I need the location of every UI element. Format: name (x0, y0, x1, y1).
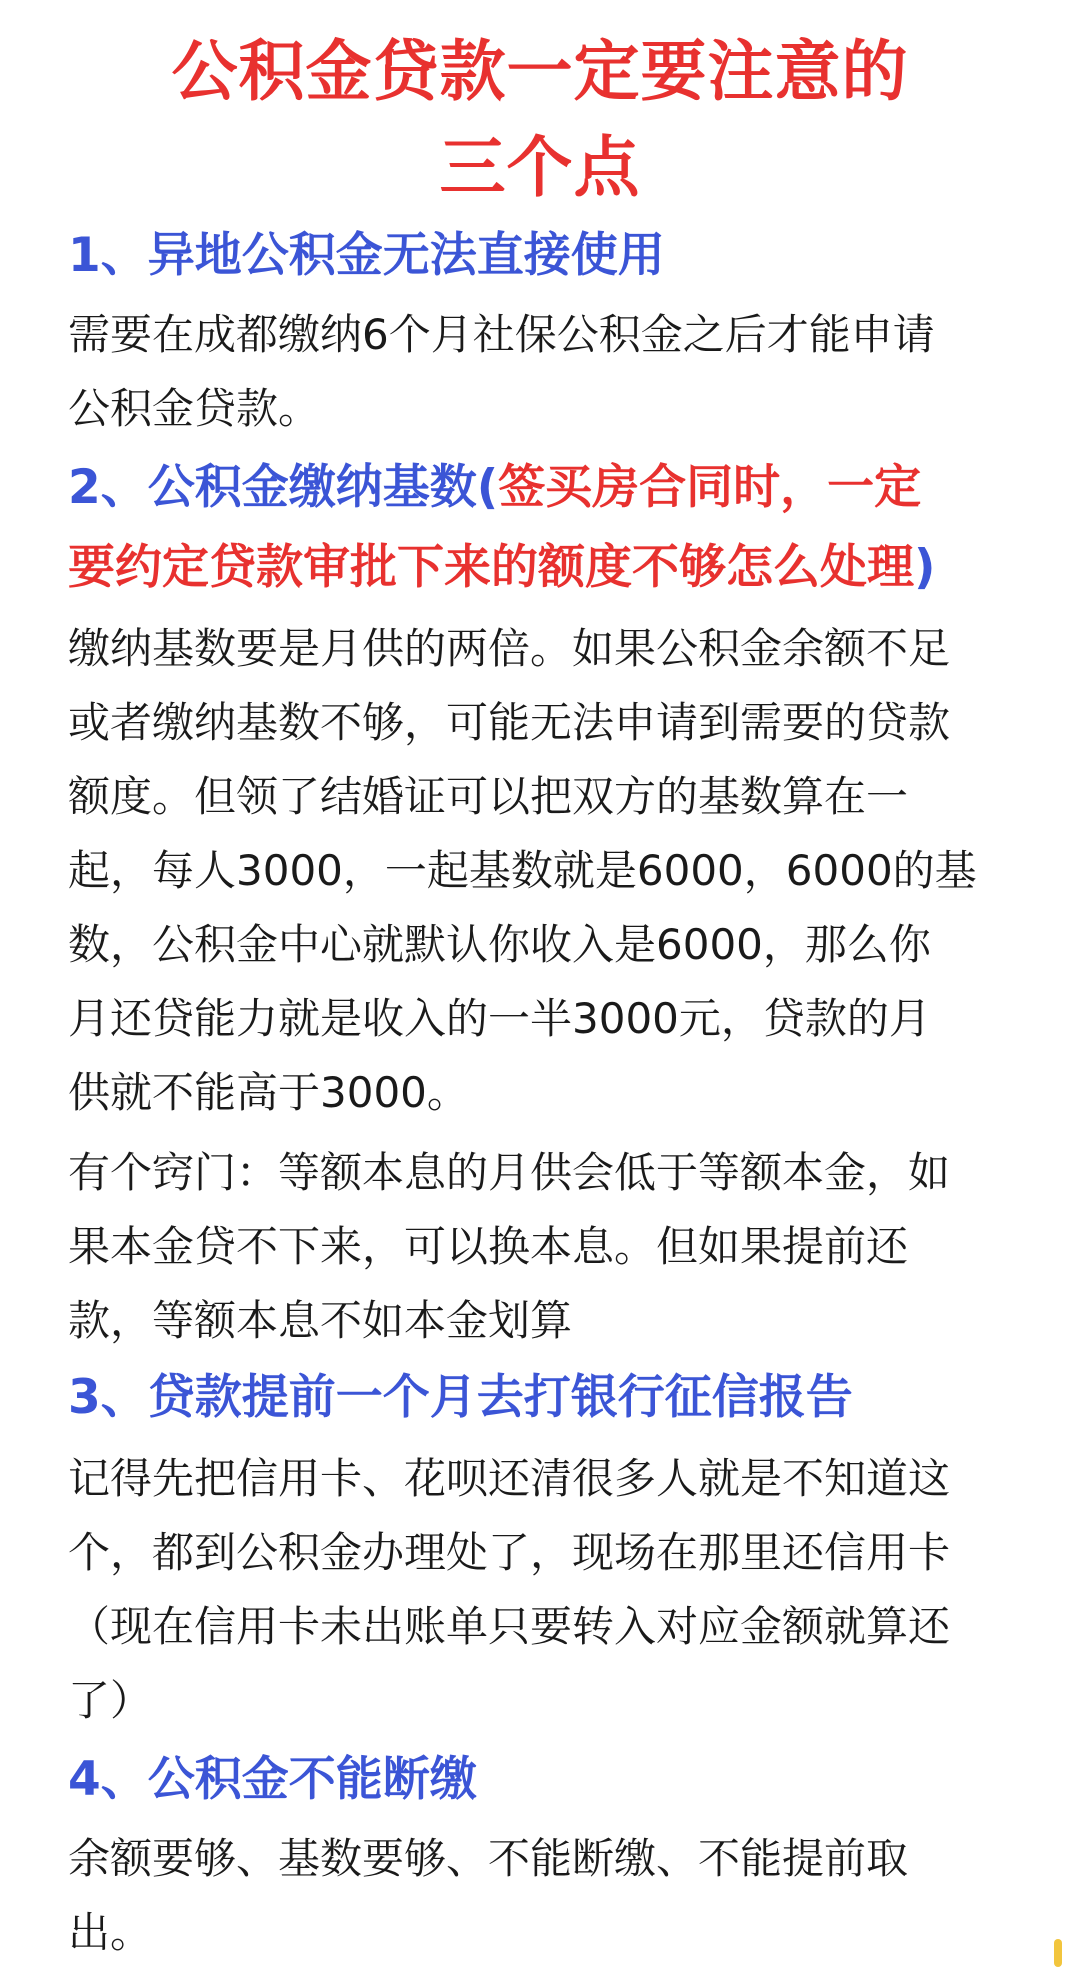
section-2-heading-blue-part: 2、公积金缴纳基数( (68, 460, 499, 515)
section-2-body-line: 额度。但领了结婚证可以把双方的基数算在一 (68, 772, 909, 821)
section-2-body-line: 数，公积金中心就默认你收入是6000，那么你 (68, 920, 931, 969)
section-2-tip-line: 有个窍门：等额本息的月供会低于等额本金，如 (68, 1148, 951, 1197)
section-2-body-line: 或者缴纳基数不够，可能无法申请到需要的贷款 (68, 698, 951, 747)
section-3-body-line: 了） (68, 1676, 153, 1725)
section-4-heading: 4、公积金不能断缴 (68, 1752, 477, 1807)
scroll-indicator[interactable] (1054, 1939, 1062, 1967)
section-2-heading-blue-part: ) (914, 540, 936, 595)
section-3-body-line: 记得先把信用卡、花呗还清很多人就是不知道这 (68, 1454, 951, 1503)
section-3-body-line: （现在信用卡未出账单只要转入对应金额就算还 (68, 1602, 951, 1651)
section-3-body (68, 1442, 1018, 1738)
section-2-heading-red-part: 签买房合同时，一定 (498, 460, 922, 515)
section-1-body-line: 需要在成都缴纳6个月社保公积金之后才能申请 (68, 310, 935, 359)
section-1-body-line: 公积金贷款。 (68, 384, 321, 433)
section-2-tip-line: 果本金贷不下来，可以换本息。但如果提前还 (68, 1222, 909, 1271)
section-2-tip (68, 1136, 1018, 1358)
section-2-heading-red-part: 要约定贷款审批下来的额度不够怎么处理 (68, 540, 914, 595)
section-1-heading: 1、异地公积金无法直接使用 (68, 228, 665, 283)
section-2-body-line: 缴纳基数要是月供的两倍。如果公积金余额不足 (68, 624, 951, 673)
section-2-body-line: 起，每人3000，一起基数就是6000，6000的基 (68, 846, 977, 895)
section-2-heading-line1 (68, 450, 1028, 526)
page-title-line2: 三个点 (439, 129, 641, 206)
section-4-body-line: 余额要够、基数要够、不能断缴、不能提前取 (68, 1834, 909, 1883)
section-1-body (68, 298, 1018, 446)
section-2-body-line: 月还贷能力就是收入的一半3000元，贷款的月 (68, 994, 931, 1043)
page-title-line1: 公积金贷款一定要注意的 (171, 33, 909, 110)
section-2-body-line: 供就不能高于3000。 (68, 1068, 469, 1117)
section-4-body-line: 出。 (68, 1908, 153, 1957)
section-3-heading: 3、贷款提前一个月去打银行征信报告 (68, 1370, 853, 1425)
section-2-heading-line2 (68, 530, 1028, 606)
section-2-body (68, 612, 1018, 1130)
section-2-tip-line: 款，等额本息不如本金划算 (68, 1296, 573, 1345)
section-4-body (68, 1822, 1018, 1970)
section-3-body-line: 个，都到公积金办理处了，现场在那里还信用卡 (68, 1528, 951, 1577)
